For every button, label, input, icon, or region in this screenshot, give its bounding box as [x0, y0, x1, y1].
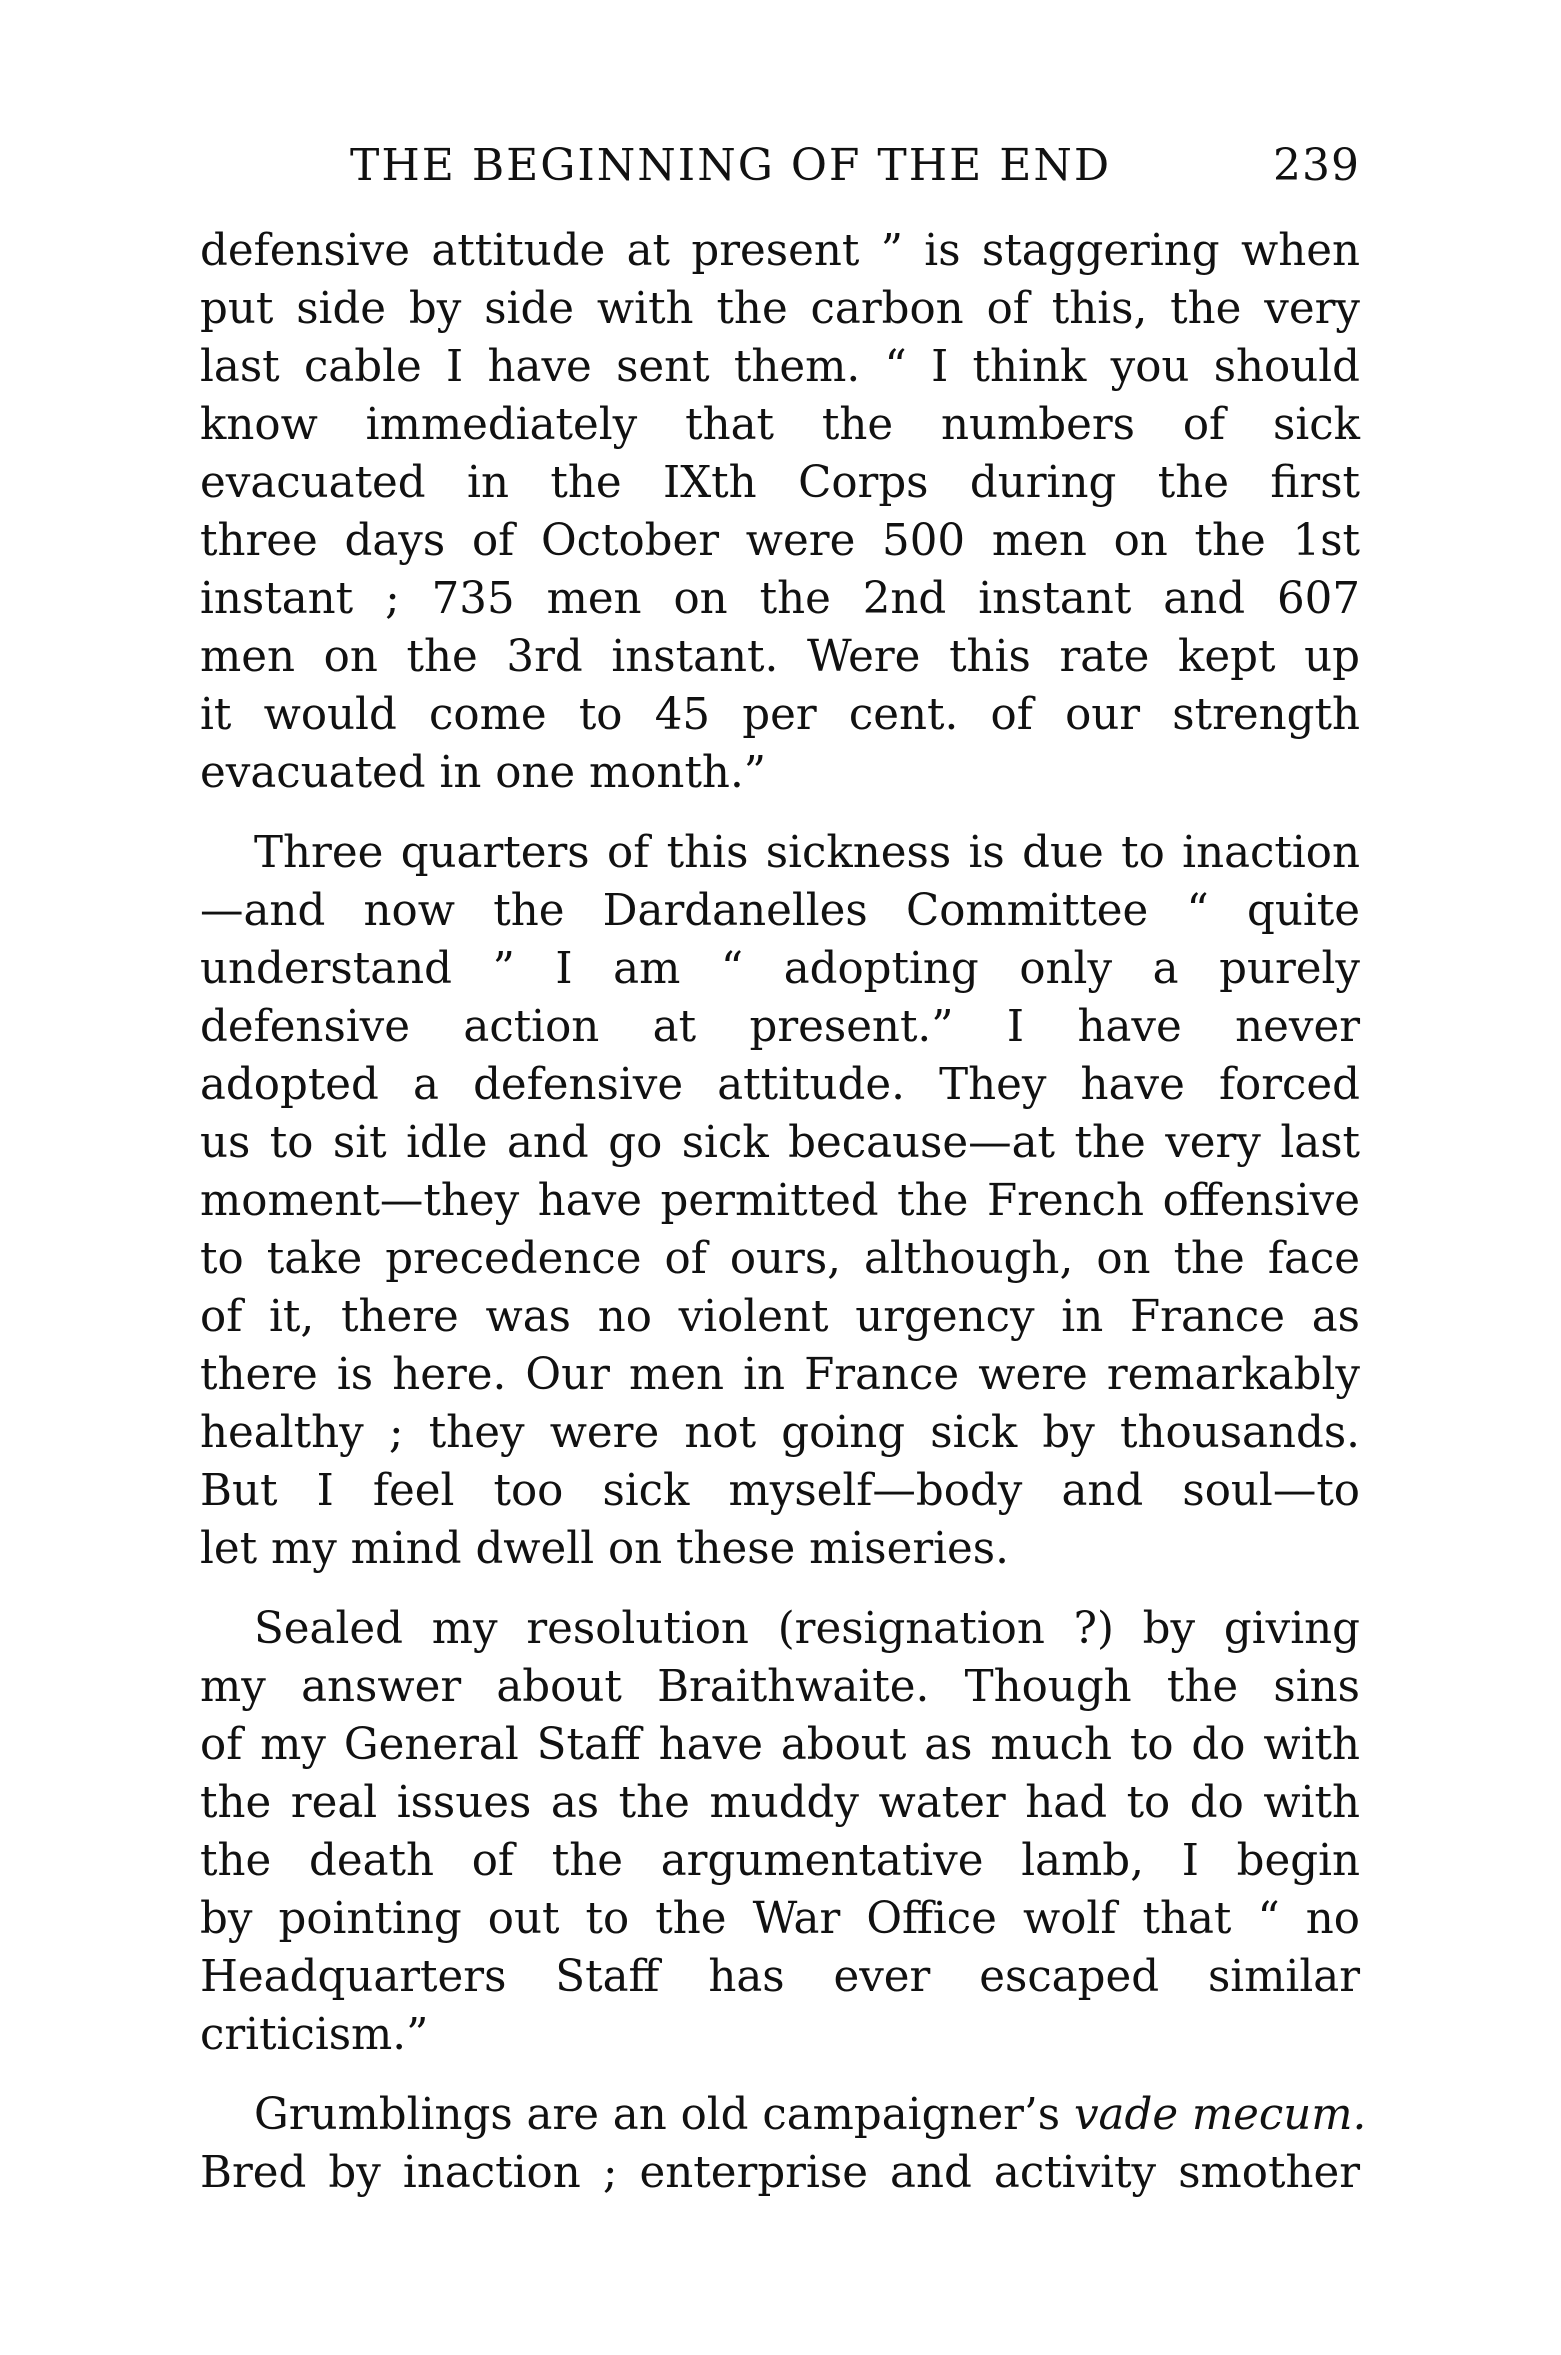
text-line: it would come to 45 per cent. of our strength: [200, 690, 1360, 740]
text-line: let my mind dwell on these miseries.: [200, 1524, 1009, 1574]
paragraph: [200, 222, 1360, 802]
paragraph: [200, 1600, 1360, 2064]
text-line: put side by side with the carbon of this, the very: [200, 284, 1360, 334]
text-line: Bred by inaction ; enterprise and activity smother: [200, 2148, 1360, 2198]
text-line: the death of the argumentative lamb, I begin: [200, 1836, 1360, 1886]
text-line: evacuated in the IXth Corps during the first: [200, 458, 1360, 508]
text-line: to take precedence of ours, although, on the face: [200, 1234, 1360, 1284]
text-line: the real issues as the muddy water had to do with: [200, 1778, 1360, 1828]
text-line: evacuated in one month.”: [200, 748, 767, 798]
text-line: moment—they have permitted the French offensive: [200, 1176, 1360, 1226]
paragraph-gap: [200, 802, 1360, 824]
page-number: 239: [1273, 140, 1360, 191]
text-line: defensive attitude at present ” is staggering when: [200, 226, 1360, 276]
text-line: last cable I have sent them. “ I think you should: [200, 342, 1360, 392]
text-run: Grumblings are an old campaigner’s: [254, 2090, 1074, 2140]
body-text: [200, 222, 1367, 2202]
text-line: defensive action at present.” I have never: [200, 1002, 1360, 1052]
paragraph-gap: [200, 2064, 1360, 2086]
running-header: [350, 140, 1360, 200]
text-line: by pointing out to the War Office wolf that “ no: [200, 1894, 1360, 1944]
text-line: know immediately that the numbers of sick: [200, 400, 1360, 450]
paragraph: [200, 2086, 1367, 2202]
text-line: Headquarters Staff has ever escaped similar: [200, 1952, 1360, 2002]
text-line: criticism.”: [200, 2010, 429, 2060]
text-line: my answer about Braithwaite. Though the sins: [200, 1662, 1360, 1712]
italic-text: vade mecum.: [1073, 2090, 1367, 2140]
text-line: healthy ; they were not going sick by thousands.: [200, 1408, 1360, 1458]
text-line: of my General Staff have about as much to do with: [200, 1720, 1360, 1770]
text-line: of it, there was no violent urgency in France as: [200, 1292, 1360, 1342]
text-line: But I feel too sick myself—body and soul—to: [200, 1466, 1360, 1516]
text-line: Three quarters of this sickness is due to inaction: [254, 828, 1360, 878]
text-line: us to sit idle and go sick because—at the very last: [200, 1118, 1360, 1168]
text-line: instant ; 735 men on the 2nd instant and 607: [200, 574, 1360, 624]
text-line: understand ” I am “ adopting only a purely: [200, 944, 1360, 994]
paragraph-gap: [200, 1578, 1360, 1600]
text-line: [200, 2086, 1367, 2144]
paragraph: [200, 824, 1360, 1578]
text-line: —and now the Dardanelles Committee “ quite: [200, 886, 1360, 936]
running-title: THE BEGINNING OF THE END: [350, 140, 1112, 191]
text-line: there is here. Our men in France were remarkably: [200, 1350, 1360, 1400]
text-line: men on the 3rd instant. Were this rate kept up: [200, 632, 1360, 682]
text-line: Sealed my resolution (resignation ?) by giving: [254, 1604, 1360, 1654]
text-line: three days of October were 500 men on the 1st: [200, 516, 1360, 566]
text-line: adopted a defensive attitude. They have forced: [200, 1060, 1360, 1110]
